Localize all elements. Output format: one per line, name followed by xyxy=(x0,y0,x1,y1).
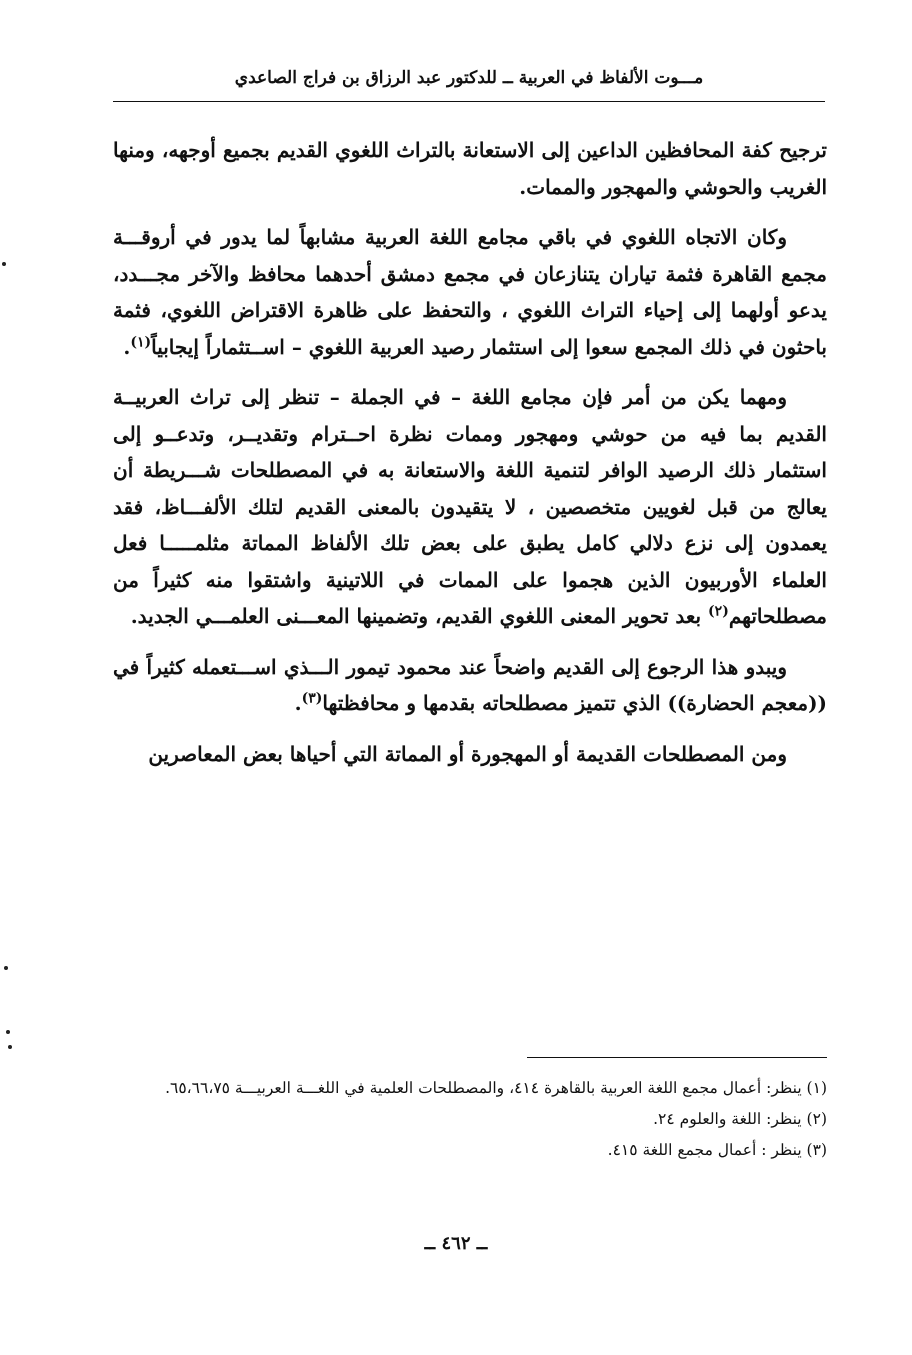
paragraph-tail: . xyxy=(294,691,302,715)
paragraph xyxy=(113,736,827,773)
scan-speck xyxy=(8,1045,12,1049)
footnotes xyxy=(113,1073,827,1166)
footnote-ref[interactable]: (١) xyxy=(130,333,152,350)
scan-speck xyxy=(2,262,6,266)
paragraph xyxy=(113,132,827,205)
paragraph xyxy=(113,379,827,635)
scan-speck xyxy=(4,966,8,970)
paragraph xyxy=(113,649,827,722)
body-text xyxy=(113,132,827,786)
paragraph-text: ومن المصطلحات القديمة أو المهجورة أو المماتة التي أحياها بعض المعاصرين xyxy=(148,741,787,766)
paragraph-text: وكان الاتجاه اللغوي في باقي مجامع اللغة العربية مشابهاً لما يدور في أروقـــة مجمع القاهرة فثمة تياران يتنازعان في مجمع دمشق أحدهما محافظ والآخر مجـــدد، يدعو أولهما إلى إحياء التراث اللغوي ، والتحفظ على ظاهرة الاقتراض اللغوي، فثمة باحثون في ذلك المجمع سعوا إلى استثمار رصيد العربية اللغوي – اســتثماراً إيجابياً xyxy=(113,225,827,359)
footnote: (٢) ينظر: اللغة والعلوم ٢٤. xyxy=(653,1110,827,1128)
paragraph-text: ترجيح كفة المحافظين الداعين إلى الاستعانة بالتراث اللغوي القديم بجميع أوجهه، ومنها الغريب والحوشي والمهجور والممات. xyxy=(113,138,827,199)
paragraph-tail: . xyxy=(123,334,131,359)
paragraph-text: ومهما يكن من أمر فإن مجامع اللغة – في الجملة – تنظر إلى تراث العربيــة القديم بما فيه من حوشي ومهجور وممات نظرة احــترام وتقديــر، وتدعــو إلى استثمار ذلك الرصيد الوافر لتنمية اللغة والاستعانة به في المصطلحات شـــريطة أن يعالج من قبل لغويين متخصصين ، لا يتقيدون بالمعنى القديم لتلك الألفـــاظ، فقد يعمدون إلى نزع دلالي كامل يطبق على بعض تلك الألفاظ المماتة مثلمـــــا فعل العلماء الأوربيون الذين هجموا على الممات في اللاتينية واشتقوا منه كثيراً من مصطلحاتهم xyxy=(113,385,827,628)
header-rule xyxy=(113,101,825,102)
footnote-ref[interactable]: (٢) xyxy=(708,603,729,620)
scan-speck xyxy=(6,1030,10,1034)
paragraph xyxy=(113,219,827,365)
footnote: (١) ينظر: أعمال مجمع اللغة العربية بالقاهرة ٤١٤، والمصطلحات العلمية في اللغـــة العربيـــة ٦٥،٦٦،٧٥. xyxy=(165,1079,827,1097)
page-number: ــ ٤٦٢ ــ xyxy=(424,1233,488,1254)
footnote-ref[interactable]: (٣) xyxy=(301,690,323,707)
paragraph-text: ويبدو هذا الرجوع إلى القديم واضحاً عند محمود تيمور الـــذي اســـتعمله كثيراً في ((معجم الحضارة)) الذي تتميز مصطلحاته بقدمها و محافظتها xyxy=(113,654,827,715)
footnote: (٣) ينظر : أعمال مجمع اللغة ٤١٥. xyxy=(607,1141,827,1159)
running-header: مـــوت الألفاظ في العربية ــ للدكتور عبد الرزاق بن فراج الصاعدي xyxy=(234,68,704,88)
paragraph-tail: بعد تحوير المعنى اللغوي القديم، وتضمينها المعـــنى العلمـــي الجديد. xyxy=(130,604,709,628)
footnote-separator xyxy=(527,1057,827,1058)
